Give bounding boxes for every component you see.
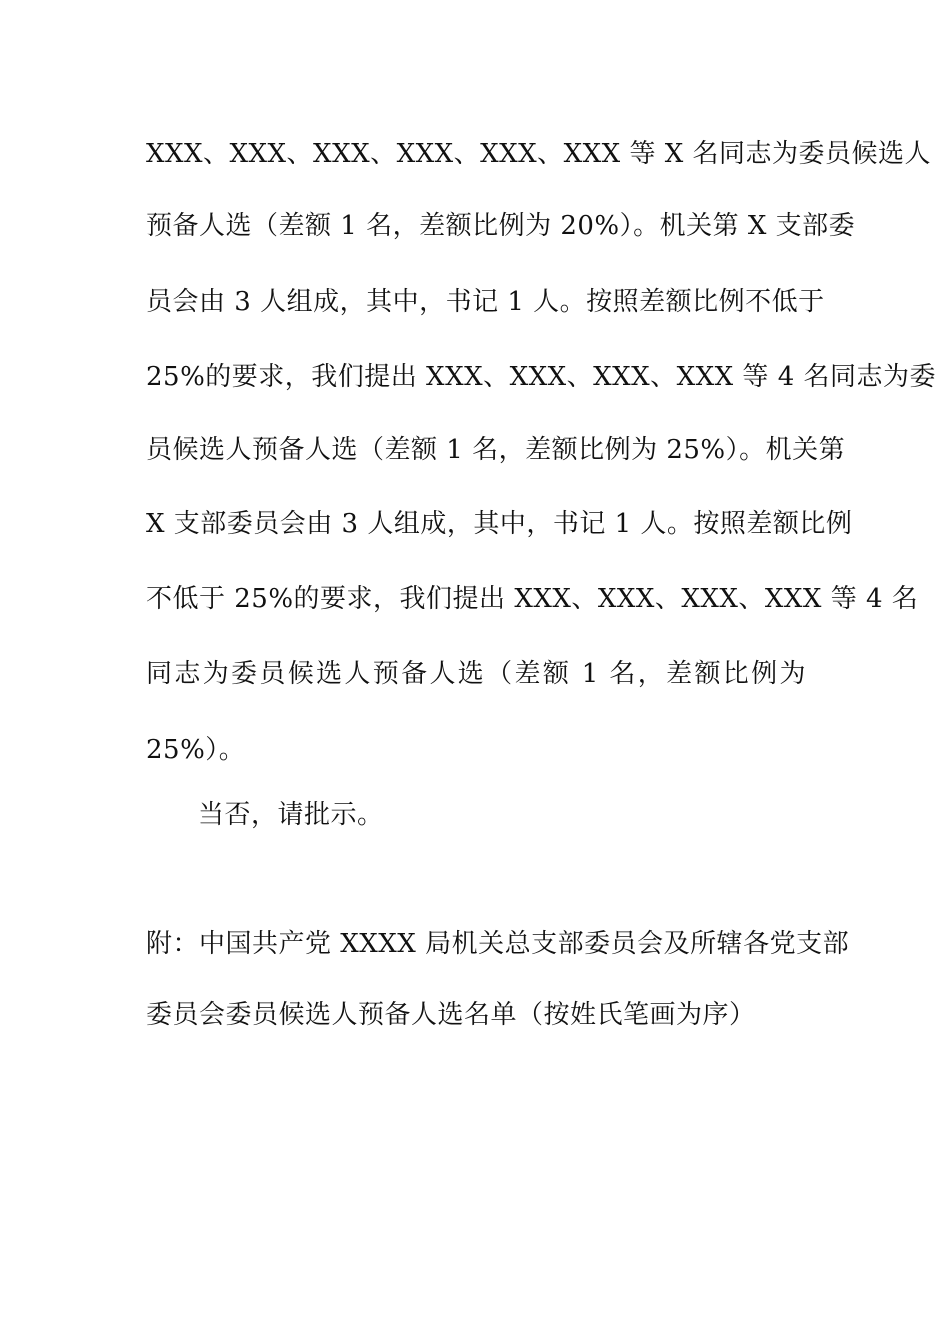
body-line-4: 25%的要求，我们提出 XXX、XXX、XXX、XXX 等 4 名同志为委: [146, 362, 937, 392]
body-line-8: 同志为委员候选人预备人选（差额 1 名，差额比例为: [146, 659, 806, 689]
body-line-3: 员会由 3 人组成，其中，书记 1 人。按照差额比例不低于: [146, 287, 825, 317]
body-line-2: 预备人选（差额 1 名，差额比例为 20%）。机关第 X 支部委: [146, 211, 856, 241]
attachment-line-1: 附：中国共产党 XXXX 局机关总支部委员会及所辖各党支部: [146, 929, 850, 959]
body-line-9: 25%）。: [146, 735, 246, 765]
body-line-5: 员候选人预备人选（差额 1 名，差额比例为 25%）。机关第: [146, 435, 846, 465]
body-line-1: XXX、XXX、XXX、XXX、XXX、XXX 等 X 名同志为委员候选人: [146, 139, 931, 169]
body-line-7: 不低于 25%的要求，我们提出 XXX、XXX、XXX、XXX 等 4 名: [146, 584, 919, 614]
attachment-line-2: 委员会委员候选人预备人选名单（按姓氏笔画为序）: [146, 1000, 756, 1030]
body-line-6: X 支部委员会由 3 人组成，其中，书记 1 人。按照差额比例: [146, 509, 853, 539]
closing-line: 当否，请批示。: [198, 800, 384, 830]
